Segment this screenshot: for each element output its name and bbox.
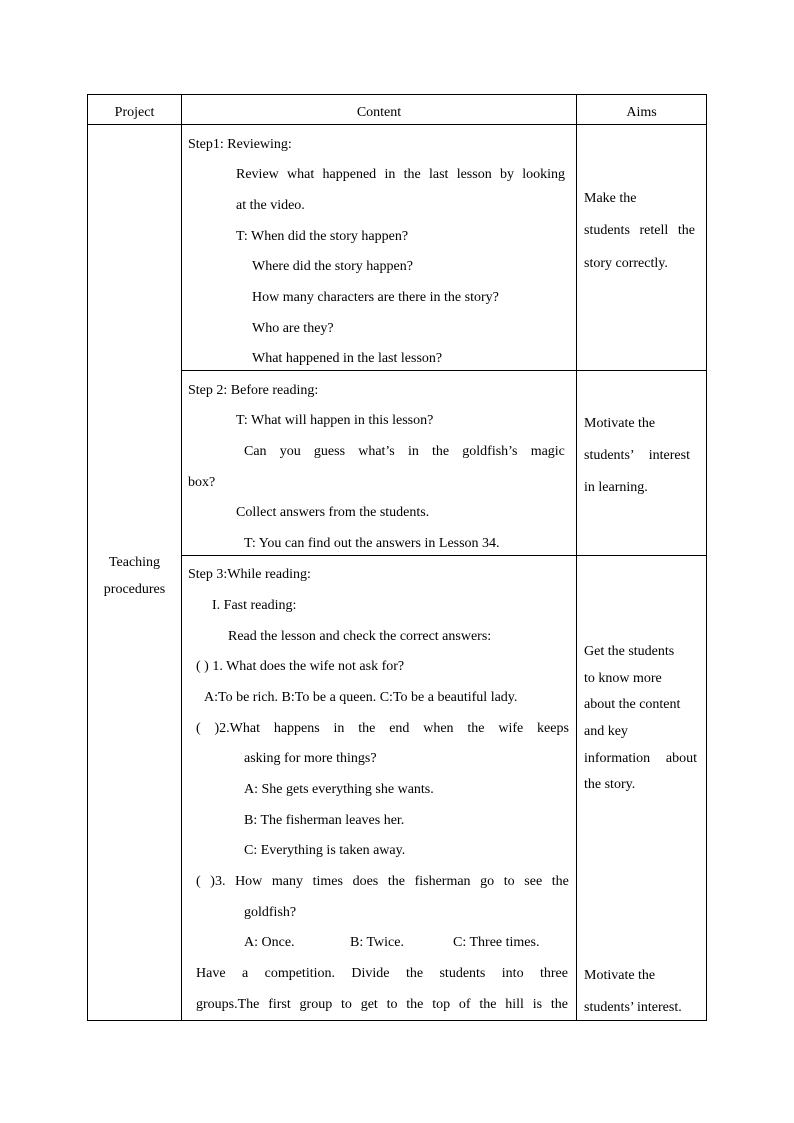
- step3-line: ( )3. How many times does the fisherman go to see the: [196, 874, 569, 889]
- column-divider-project: [181, 94, 182, 1021]
- step3-aims-line: about the content: [584, 697, 681, 712]
- step3-option: B: Twice.: [350, 935, 404, 950]
- step3-line: A: She gets everything she wants.: [244, 782, 434, 797]
- step3-aims-line: to know more: [584, 671, 662, 686]
- step3-line: A:To be rich. B:To be a queen. C:To be a beautiful lady.: [204, 690, 518, 705]
- step1-title: Step1: Reviewing:: [188, 137, 292, 152]
- step3-line: ( ) 1. What does the wife not ask for?: [196, 659, 405, 674]
- header-aims: Aims: [626, 105, 657, 120]
- step3-aims-line: and key: [584, 724, 628, 739]
- step1-divider: [181, 370, 707, 371]
- step1-line: Review what happened in the last lesson by looking: [236, 167, 565, 182]
- table-border-top: [87, 94, 707, 95]
- step2-line: Collect answers from the students.: [236, 505, 430, 520]
- step2-title: Step 2: Before reading:: [188, 383, 319, 398]
- step3-line: Read the lesson and check the correct answers:: [228, 629, 492, 644]
- step3-line: I. Fast reading:: [212, 598, 297, 613]
- step3-aims2-line: Motivate the: [584, 968, 656, 983]
- step2-divider: [181, 555, 707, 556]
- step3-line: goldfish?: [244, 905, 297, 920]
- step3-line: asking for more things?: [244, 751, 377, 766]
- step1-line: How many characters are there in the story?: [252, 290, 499, 305]
- step3-line: ( )2.What happens in the end when the wife keeps: [196, 721, 569, 736]
- column-divider-aims: [576, 94, 577, 1021]
- step3-aims-line: Get the students: [584, 644, 675, 659]
- step1-line: Who are they?: [252, 321, 334, 336]
- step1-aims-line: Make the: [584, 191, 637, 206]
- step2-aims-line: students’ interest: [584, 448, 690, 463]
- step1-line: at the video.: [236, 198, 305, 213]
- project-cell-line-2: procedures: [103, 582, 166, 597]
- step1-line: T: When did the story happen?: [236, 229, 409, 244]
- step2-line: T: What will happen in this lesson?: [236, 413, 434, 428]
- step3-title: Step 3:While reading:: [188, 567, 311, 582]
- step3-option: C: Three times.: [453, 935, 540, 950]
- step2-aims-line: in learning.: [584, 480, 648, 495]
- project-cell-line-1: Teaching: [108, 555, 161, 570]
- header-project: Project: [114, 105, 155, 120]
- step1-line: Where did the story happen?: [252, 259, 413, 274]
- step3-line: C: Everything is taken away.: [244, 843, 406, 858]
- step3-line: B: The fisherman leaves her.: [244, 813, 405, 828]
- step3-line: Have a competition. Divide the students into three: [196, 966, 568, 981]
- step3-aims-line: information about: [584, 751, 697, 766]
- table-border-bottom: [87, 1020, 707, 1021]
- table-border-right: [706, 94, 707, 1021]
- step2-aims-line: Motivate the: [584, 416, 656, 431]
- step1-aims-line: story correctly.: [584, 256, 668, 271]
- step3-aims-line: the story.: [584, 777, 636, 792]
- step1-line: What happened in the last lesson?: [252, 351, 443, 366]
- header-divider: [87, 124, 707, 125]
- step2-line: Can you guess what’s in the goldfish’s magic: [244, 444, 565, 459]
- step2-line: box?: [188, 475, 216, 490]
- step1-aims-line: students retell the: [584, 223, 695, 238]
- step3-line: groups.The first group to get to the top of the hill is the: [196, 997, 568, 1012]
- step3-aims2-line: students’ interest.: [584, 1000, 682, 1015]
- header-content: Content: [356, 105, 402, 120]
- step3-option: A: Once.: [244, 935, 295, 950]
- step2-line: T: You can find out the answers in Lesson 34.: [244, 536, 500, 551]
